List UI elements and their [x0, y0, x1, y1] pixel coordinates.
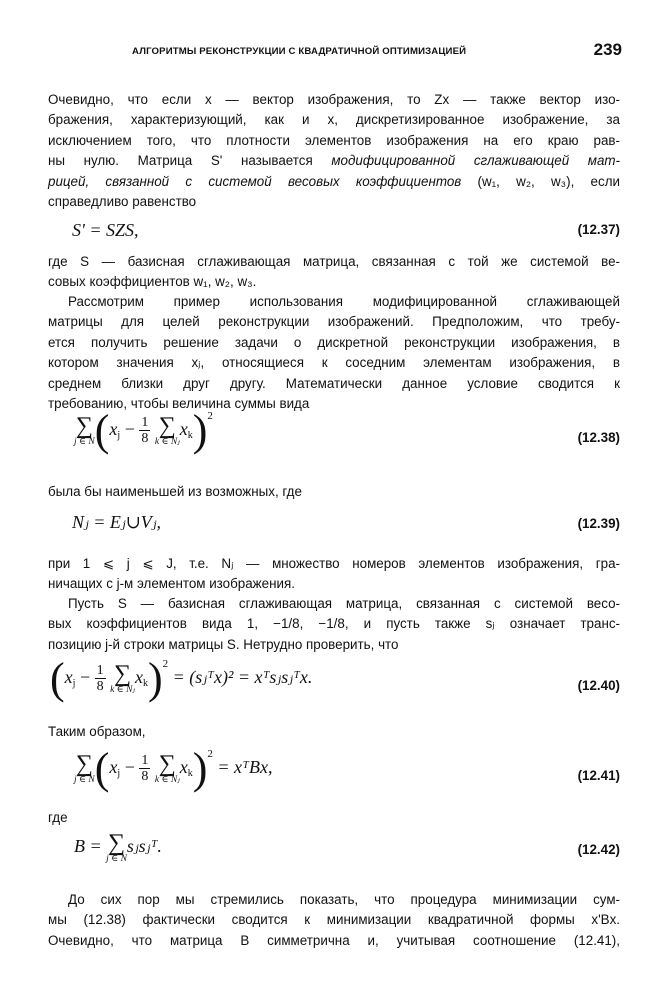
denominator: 8 — [141, 430, 149, 446]
summation: ∑ j ∈ N — [106, 830, 127, 864]
paragraph-5 — [48, 554, 620, 595]
text-line: ничащих с j-м элементом изображения. — [48, 576, 295, 592]
text-line: исключением того, что плотности элементов изображения на его краю рав- — [48, 132, 620, 148]
emphasis-term: рицей, связанной с системой весовых коэффициентов — [48, 173, 462, 189]
summation: ∑ j ∈ N — [74, 412, 95, 447]
paragraph-4 — [48, 482, 620, 502]
fraction — [139, 415, 150, 447]
equation-12-39 — [72, 512, 161, 533]
equation-12-41: ∑ j ∈ N ($x_j$ − $\frac{1}{8}$ ∑ k ∈ Nⱼ $x_k)^2$ = xᵀBx, — [74, 743, 273, 793]
summation: ∑ j ∈ N — [74, 750, 95, 785]
paragraph-6 — [48, 594, 620, 655]
equation-12-37 — [72, 220, 139, 241]
running-title: АЛГОРИТМЫ РЕКОНСТРУКЦИИ С КВАДРАТИЧНОЙ ОПТИМИЗАЦИЕЙ — [132, 46, 467, 57]
text-line: среднем близки друг другу. Математически данное условие сводится к — [48, 375, 620, 391]
equation-rhs: = xᵀBx, — [217, 757, 273, 777]
text-line: где S — базисная сглаживающая матрица, связанная с той же системой ве- — [48, 254, 620, 269]
subscript: j — [117, 430, 121, 441]
subscript: k — [187, 430, 193, 441]
equation-number: (12.42) — [577, 842, 620, 857]
text-line: котором значения xⱼ, относящиеся к соседним элементам изображения, в — [48, 355, 620, 371]
paragraph-3 — [48, 292, 620, 414]
text-line: при 1 ⩽ j ⩽ J, т.е. Nⱼ — множество номеров элементов изображения, гра- — [48, 556, 620, 571]
exponent: 2 — [162, 658, 169, 670]
page-number: 239 — [593, 40, 622, 59]
paragraph-2 — [48, 252, 620, 293]
page-header — [132, 40, 622, 62]
summation: ∑ k ∈ Nⱼ — [110, 660, 135, 695]
text-line: бражения, характеризующий, как и x, дискретизированное изображение, за — [48, 112, 620, 128]
equation-rhs: sⱼsⱼᵀ. — [126, 836, 162, 857]
equation-rhs: = (sⱼᵀx)² = xᵀsⱼsⱼᵀx. — [172, 667, 313, 687]
exponent: 2 — [207, 748, 213, 760]
text-line: позицию j-й строки матрицы S. Нетрудно проверить, что — [48, 636, 399, 652]
summation: ∑ k ∈ Nⱼ — [154, 412, 180, 447]
equation-number: (12.40) — [577, 678, 620, 693]
text-line: была бы наименьшей из возможных, где — [48, 484, 302, 499]
summation: ∑ k ∈ Nⱼ — [154, 750, 180, 785]
text-span: (w₁, w₂, w₃), если — [461, 173, 620, 189]
text-line: где — [48, 810, 68, 825]
equation-number: (12.37) — [577, 222, 620, 237]
text-line: До сих пор мы стремились показать, что процедура минимизации сум- — [68, 892, 620, 907]
paragraph-8 — [48, 808, 620, 828]
numerator: 1 — [141, 414, 149, 430]
text-line: Пусть S — базисная сглаживающая матрица, связанная с системой весо- — [68, 596, 620, 611]
text-line: Рассмотрим пример использования модифицированной сглаживающей — [68, 294, 620, 309]
minus-sign: − — [124, 419, 135, 439]
equation-number: (12.38) — [577, 430, 620, 445]
text-line — [48, 172, 620, 192]
equation-number: (12.41) — [577, 768, 620, 783]
text-span: ны нулю. Матрица S' называется — [48, 153, 332, 169]
text-line: вых коэффициентов вида 1, −1/8, −1/8, и пусть также sⱼ означает транс- — [48, 616, 620, 632]
paragraph-7 — [48, 722, 620, 742]
equation-text: Nⱼ = Eⱼ∪Vⱼ, — [72, 512, 161, 532]
text-line — [48, 151, 620, 171]
text-line: Таким образом, — [48, 724, 146, 739]
fraction: $\frac{1}{8}$ — [141, 752, 149, 784]
equation-12-38: ∑ j ∈ N ($x_j$ − $\frac{1}{8}$ ∑ k ∈ Nⱼ $x_k)^2$ — [74, 405, 213, 455]
text-line: матрицы для целей реконструкции изображений. Предположим, что требу- — [48, 314, 620, 330]
text-line: Очевидно, что если x — вектор изображения, то Zx — также вектор изо- — [48, 92, 620, 107]
paragraph-1 — [48, 90, 620, 212]
text-line: совых коэффициентов w₁, w₂, w₃. — [48, 274, 257, 290]
fraction: $\frac{1}{8}$ — [96, 662, 104, 694]
equation-12-40: ($x_j$ − $\frac{1}{8}$ ∑ k ∈ Nⱼ $x_k)^2$ = (sⱼᵀx)² = xᵀsⱼsⱼᵀx. — [50, 653, 313, 703]
emphasis-term: модифицированной сглаживающей мат- — [331, 153, 621, 169]
equation-text: S' = SZS, — [72, 220, 139, 240]
equation-number: (12.39) — [577, 516, 620, 531]
exponent: 2 — [207, 410, 213, 422]
sum-index: j ∈ N — [74, 436, 95, 447]
paragraph-9 — [48, 890, 620, 951]
text-line: справедливо равенство — [48, 194, 197, 210]
var-x: x — [179, 419, 188, 439]
text-line: ется получить решение задачи о дискретной реконструкции изображения, в — [48, 334, 620, 350]
text-line: Очевидно, что матрица B симметрична и, учитывая соотношение (12.41), — [48, 932, 620, 948]
sum-index: k ∈ Nⱼ — [154, 436, 180, 447]
equation-12-42 — [74, 832, 162, 864]
var-x: x — [109, 419, 118, 439]
equation-lhs: B = — [74, 836, 102, 857]
sum-index: j ∈ N — [106, 854, 127, 864]
text-line: требованию, чтобы величина суммы вида — [48, 396, 310, 412]
text-line: мы (12.38) фактически сводится к минимизации квадратичной формы x'Bx. — [48, 912, 620, 928]
